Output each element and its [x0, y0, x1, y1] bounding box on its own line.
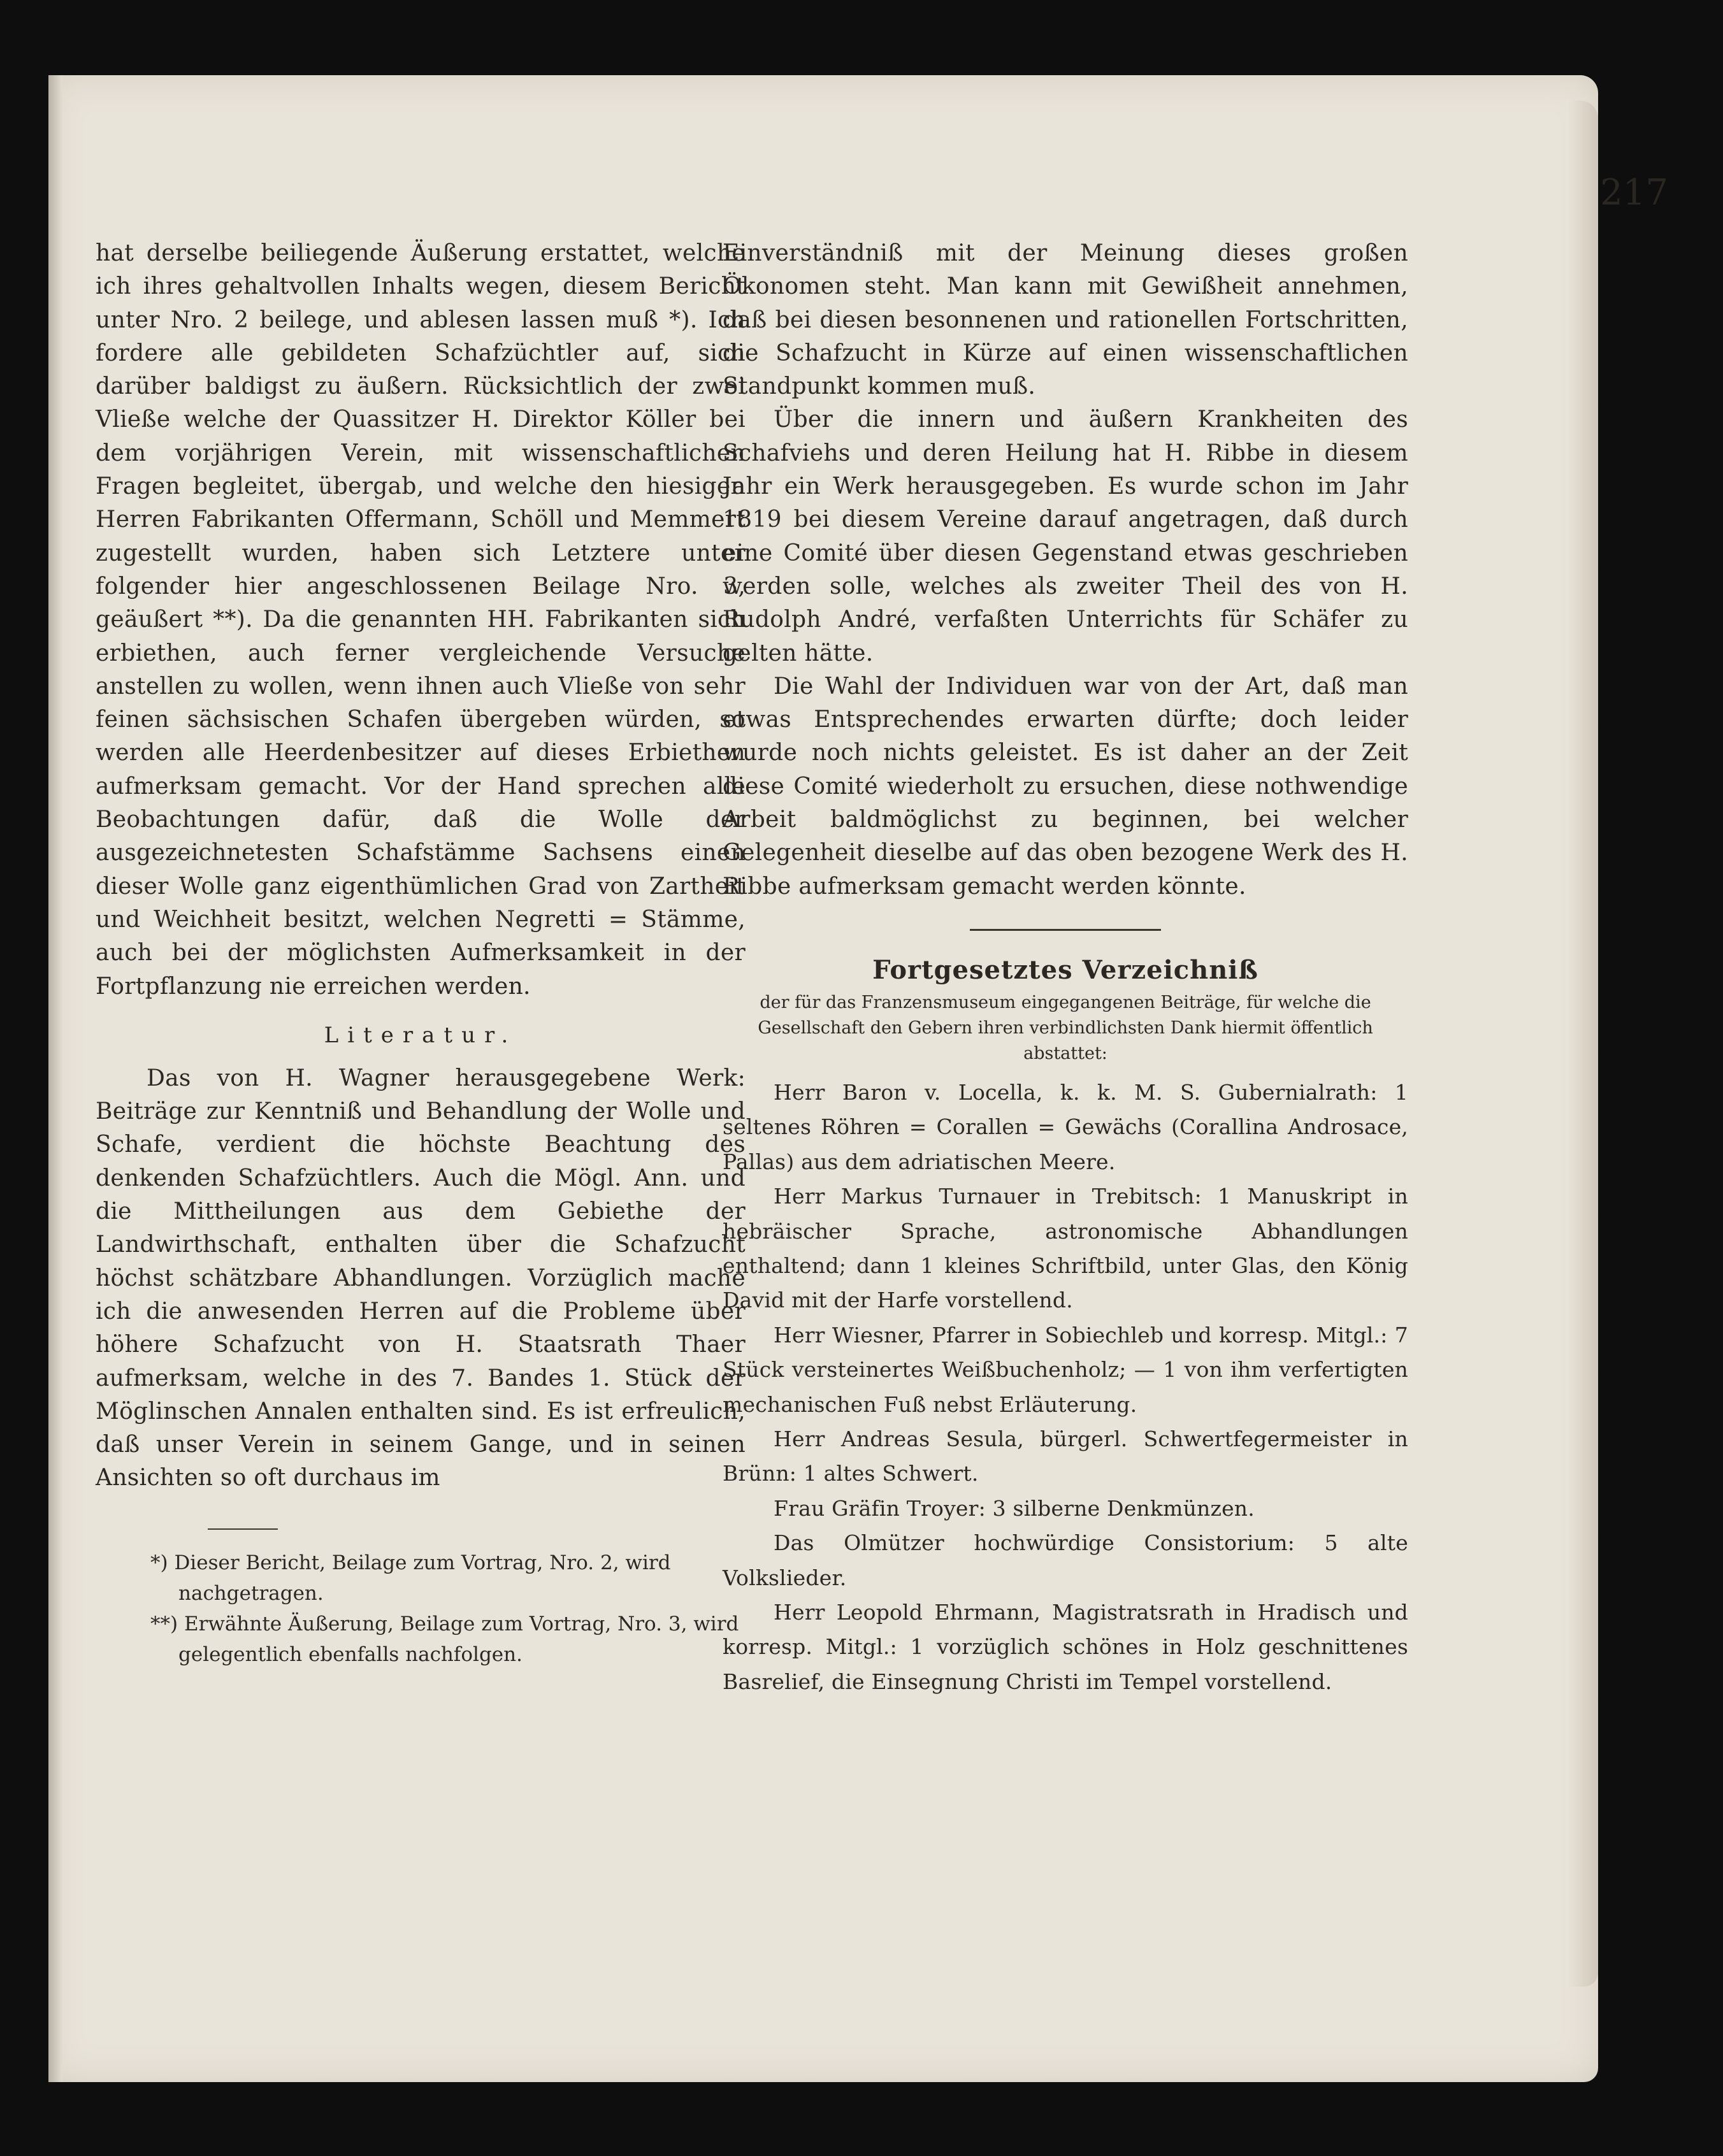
right-paragraph-1: Einverständniß mit der Meinung dieses großen Ökonomen steht. Man kann mit Gewißheit annehmen, daß bei diesen besonnenen und rationellen Fortschritten, die Schafzucht in Kürze auf einen wissenschaftlichen Standpunkt kommen muß.: [723, 240, 1408, 400]
page-gutter-shadow: [48, 75, 62, 2082]
page-right-edge: [1566, 101, 1598, 1987]
left-paragraph-1: hat derselbe beiliegende Äußerung erstattet, welche ich ihres gehaltvollen Inhalts wegen, diesem Bericht unter Nro. 2 beilege, und ablesen lassen muß *). Ich fordere alle gebildeten Schafzüchtler auf, sich darüber baldigst zu äußern. Rücksichtlich der zwei Vließe welche der Quassitzer H. Direktor Köller bei dem vorjährigen Verein, mit wissenschaftlichen Fragen begleitet, übergab, und welche den hiesigen Herren Fabrikanten Offermann, Schöll und Memmert zugestellt wurden, haben sich Letztere unter folgender hier angeschlossenen Beilage Nro. 3, geäußert **). Da die genannten HH. Fabrikanten sich erbiethen, auch ferner vergleichende Versuche anstellen zu wollen, wenn ihnen auch Vließe von sehr feinen sächsischen Schafen übergeben würden, so werden alle Heerdenbesitzer auf dieses Erbiethen aufmerksam gemacht. Vor der Hand sprechen alle Beobachtungen dafür, daß die Wolle der ausgezeichnetesten Schafstämme Sachsens einen dieser Wolle ganz eigenthümlichen Grad von Zartheit und Weichheit besitzt, welchen Negretti = Stämme, auch bei der möglichsten Aufmerksamkeit in der Fortpflanzung nie erreichen werden.: [96, 240, 746, 1000]
list-subtitle: der für das Franzensmuseum eingegangenen Beiträge, für welche die Gesellschaft den Gebern ihren verbindlichsten Dank hiermit öffentlich abstattet:: [758, 992, 1373, 1063]
right-column: [723, 237, 1408, 1699]
donation-list: [723, 1075, 1408, 1699]
right-paragraph-2: Über die innern und äußern Krankheiten des Schafviehs und deren Heilung hat H. Ribbe in diesem Jahr ein Werk herausgegeben. Es wurde schon im Jahr 1819 bei diesem Vereine darauf angetragen, daß durch eine Comité über diesen Gegenstand etwas geschrieben werden solle, welches als zweiter Theil des von H. Rudolph André, verfaßten Unterrichts für Schäfer zu gelten hätte.: [723, 406, 1408, 666]
list-item: Herr Markus Turnauer in Trebitsch: 1 Manuskript in hebräischer Sprache, astronomische Abhandlungen enthaltend; dann 1 kleines Schriftbild, unter Glas, den König David mit der Harfe vorstellend.: [723, 1184, 1408, 1313]
section-divider-ornament: [970, 929, 1161, 931]
list-item: Herr Leopold Ehrmann, Magistratsrath in Hradisch und korresp. Mitgl.: 1 vorzüglich schönes in Holz geschnittenes Basrelief, die Einsegnung Christi im Tempel vorstellend.: [723, 1600, 1408, 1694]
list-item: Herr Wiesner, Pfarrer in Sobiechleb und korresp. Mitgl.: 7 Stück versteinertes Weißbuchenholz; — 1 von ihm verfertigten mechanischen Fuß nebst Erläuterung.: [723, 1322, 1408, 1417]
right-paragraph-3: Die Wahl der Individuen war von der Art, daß man etwas Entsprechendes erwarten dürfte; doch leider wurde noch nichts geleistet. Es ist daher an der Zeit diese Comité wiederholt zu ersuchen, diese nothwendige Arbeit baldmöglichst zu beginnen, bei welcher Gelegenheit dieselbe auf das oben bezogene Werk des H. Ribbe aufmerksam gemacht werden könnte.: [723, 673, 1408, 900]
left-paragraph-2: Das von H. Wagner herausgegebene Werk: Beiträge zur Kenntniß und Behandlung der Wolle und Schafe, verdient die höchste Beachtung des denkenden Schafzüchtlers. Auch die Mögl. Ann. und die Mittheilungen aus dem Gebiethe der Landwirthschaft, enthalten über die Schafzucht höchst schätzbare Abhandlungen. Vorzüglich mache ich die anwesenden Herren auf die Probleme über höhere Schafzucht von H. Staatsrath Thaer aufmerksam, welche in des 7. Bandes 1. Stück der Möglinschen Annalen enthalten sind. Es ist erfreulich, daß unser Verein in seinem Gange, und in seinen Ansichten so oft durchaus im: [96, 1065, 746, 1491]
list-item: Frau Gräfin Troyer: 3 silberne Denkmünzen.: [774, 1495, 1255, 1521]
list-item: Das Olmützer hochwürdige Consistorium: 5 alte Volkslieder.: [723, 1530, 1408, 1590]
list-title: Fortgesetztes Verzeichniß: [872, 954, 1258, 985]
footnote-divider: [208, 1528, 278, 1530]
page-number: 217: [1600, 172, 1668, 213]
list-item: Herr Andreas Sesula, bürgerl. Schwertfegermeister in Brünn: 1 altes Schwert.: [723, 1427, 1408, 1486]
left-column: [96, 237, 746, 1670]
footnote-1: *) Dieser Bericht, Beilage zum Vortrag, Nro. 2, wird nachgetragen.: [150, 1551, 671, 1605]
list-item: Herr Baron v. Locella, k. k. M. S. Gubernialrath: 1 seltenes Röhren = Corallen = Gewächs (Corallina Androsace, Pallas) aus dem adriatischen Meere.: [723, 1079, 1408, 1174]
footnote-2: **) Erwähnte Äußerung, Beilage zum Vortrag, Nro. 3, wird gelegentlich ebenfalls nachfolgen.: [150, 1612, 739, 1666]
section-heading-literatur: Literatur.: [324, 1022, 517, 1048]
